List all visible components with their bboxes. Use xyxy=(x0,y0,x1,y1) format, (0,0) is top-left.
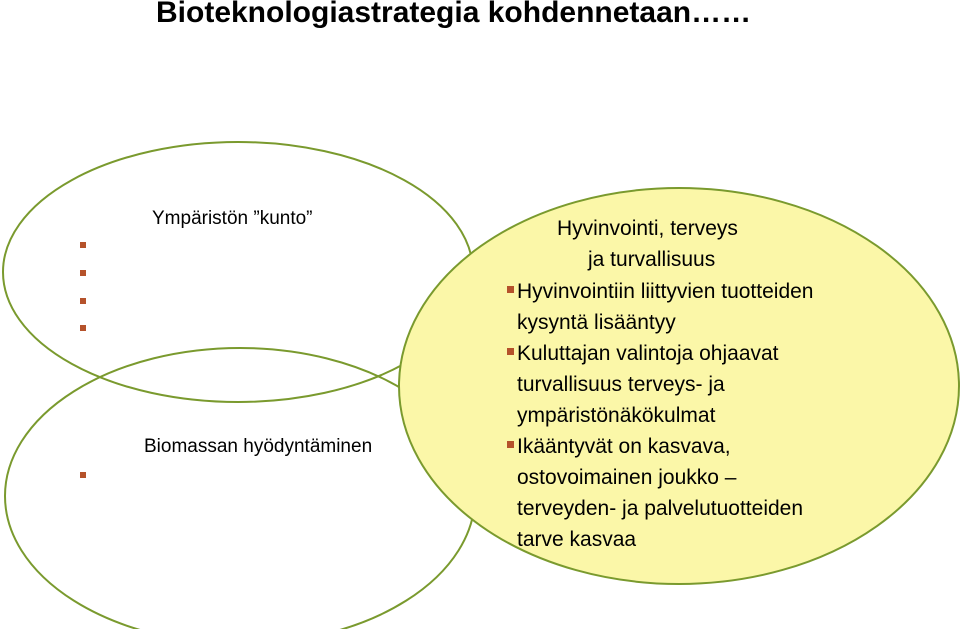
bullet-marker xyxy=(80,270,86,276)
highlight-bullet-3-line4: tarve kasvaa xyxy=(517,528,637,551)
highlight-heading-line2: ja turvallisuus xyxy=(588,248,716,271)
bullet-marker xyxy=(80,325,86,331)
bullet-marker xyxy=(80,298,86,304)
highlight-bullet-3-line3: terveyden- ja palvelutuotteiden xyxy=(517,497,804,520)
bullet-text: Kuluttajan valintoja ohjaavat xyxy=(517,342,779,365)
bullet-text: Ikääntyvät on kasvava, xyxy=(517,435,731,458)
highlight-bullet-2-line1 xyxy=(507,338,779,369)
bullet-icon xyxy=(507,441,514,448)
highlight-bullet-3-line2: ostovoimainen joukko – xyxy=(517,466,737,489)
top-ellipse-label: Ympäristön ”kunto” xyxy=(152,208,313,229)
highlight-bullet-2-line3: ympäristönäkökulmat xyxy=(517,404,716,427)
highlight-bullet-2-line2: turvallisuus terveys- ja xyxy=(517,373,725,396)
highlight-bullet-3-line1 xyxy=(507,431,731,462)
bullet-text: Hyvinvointiin liittyvien tuotteiden xyxy=(517,280,814,303)
bullet-icon xyxy=(507,348,514,355)
highlight-heading-line1: Hyvinvointi, terveys xyxy=(557,217,738,240)
bullet-marker xyxy=(80,472,86,478)
page-title: Bioteknologiastrategia kohdennetaan…… xyxy=(156,0,752,29)
highlight-bullet-1-line1 xyxy=(507,276,813,307)
bullet-icon xyxy=(507,286,514,293)
bottom-ellipse-label: Biomassan hyödyntäminen xyxy=(144,436,373,457)
highlight-bullet-1-line2: kysyntä lisääntyy xyxy=(517,311,676,334)
bullet-marker xyxy=(80,242,86,248)
